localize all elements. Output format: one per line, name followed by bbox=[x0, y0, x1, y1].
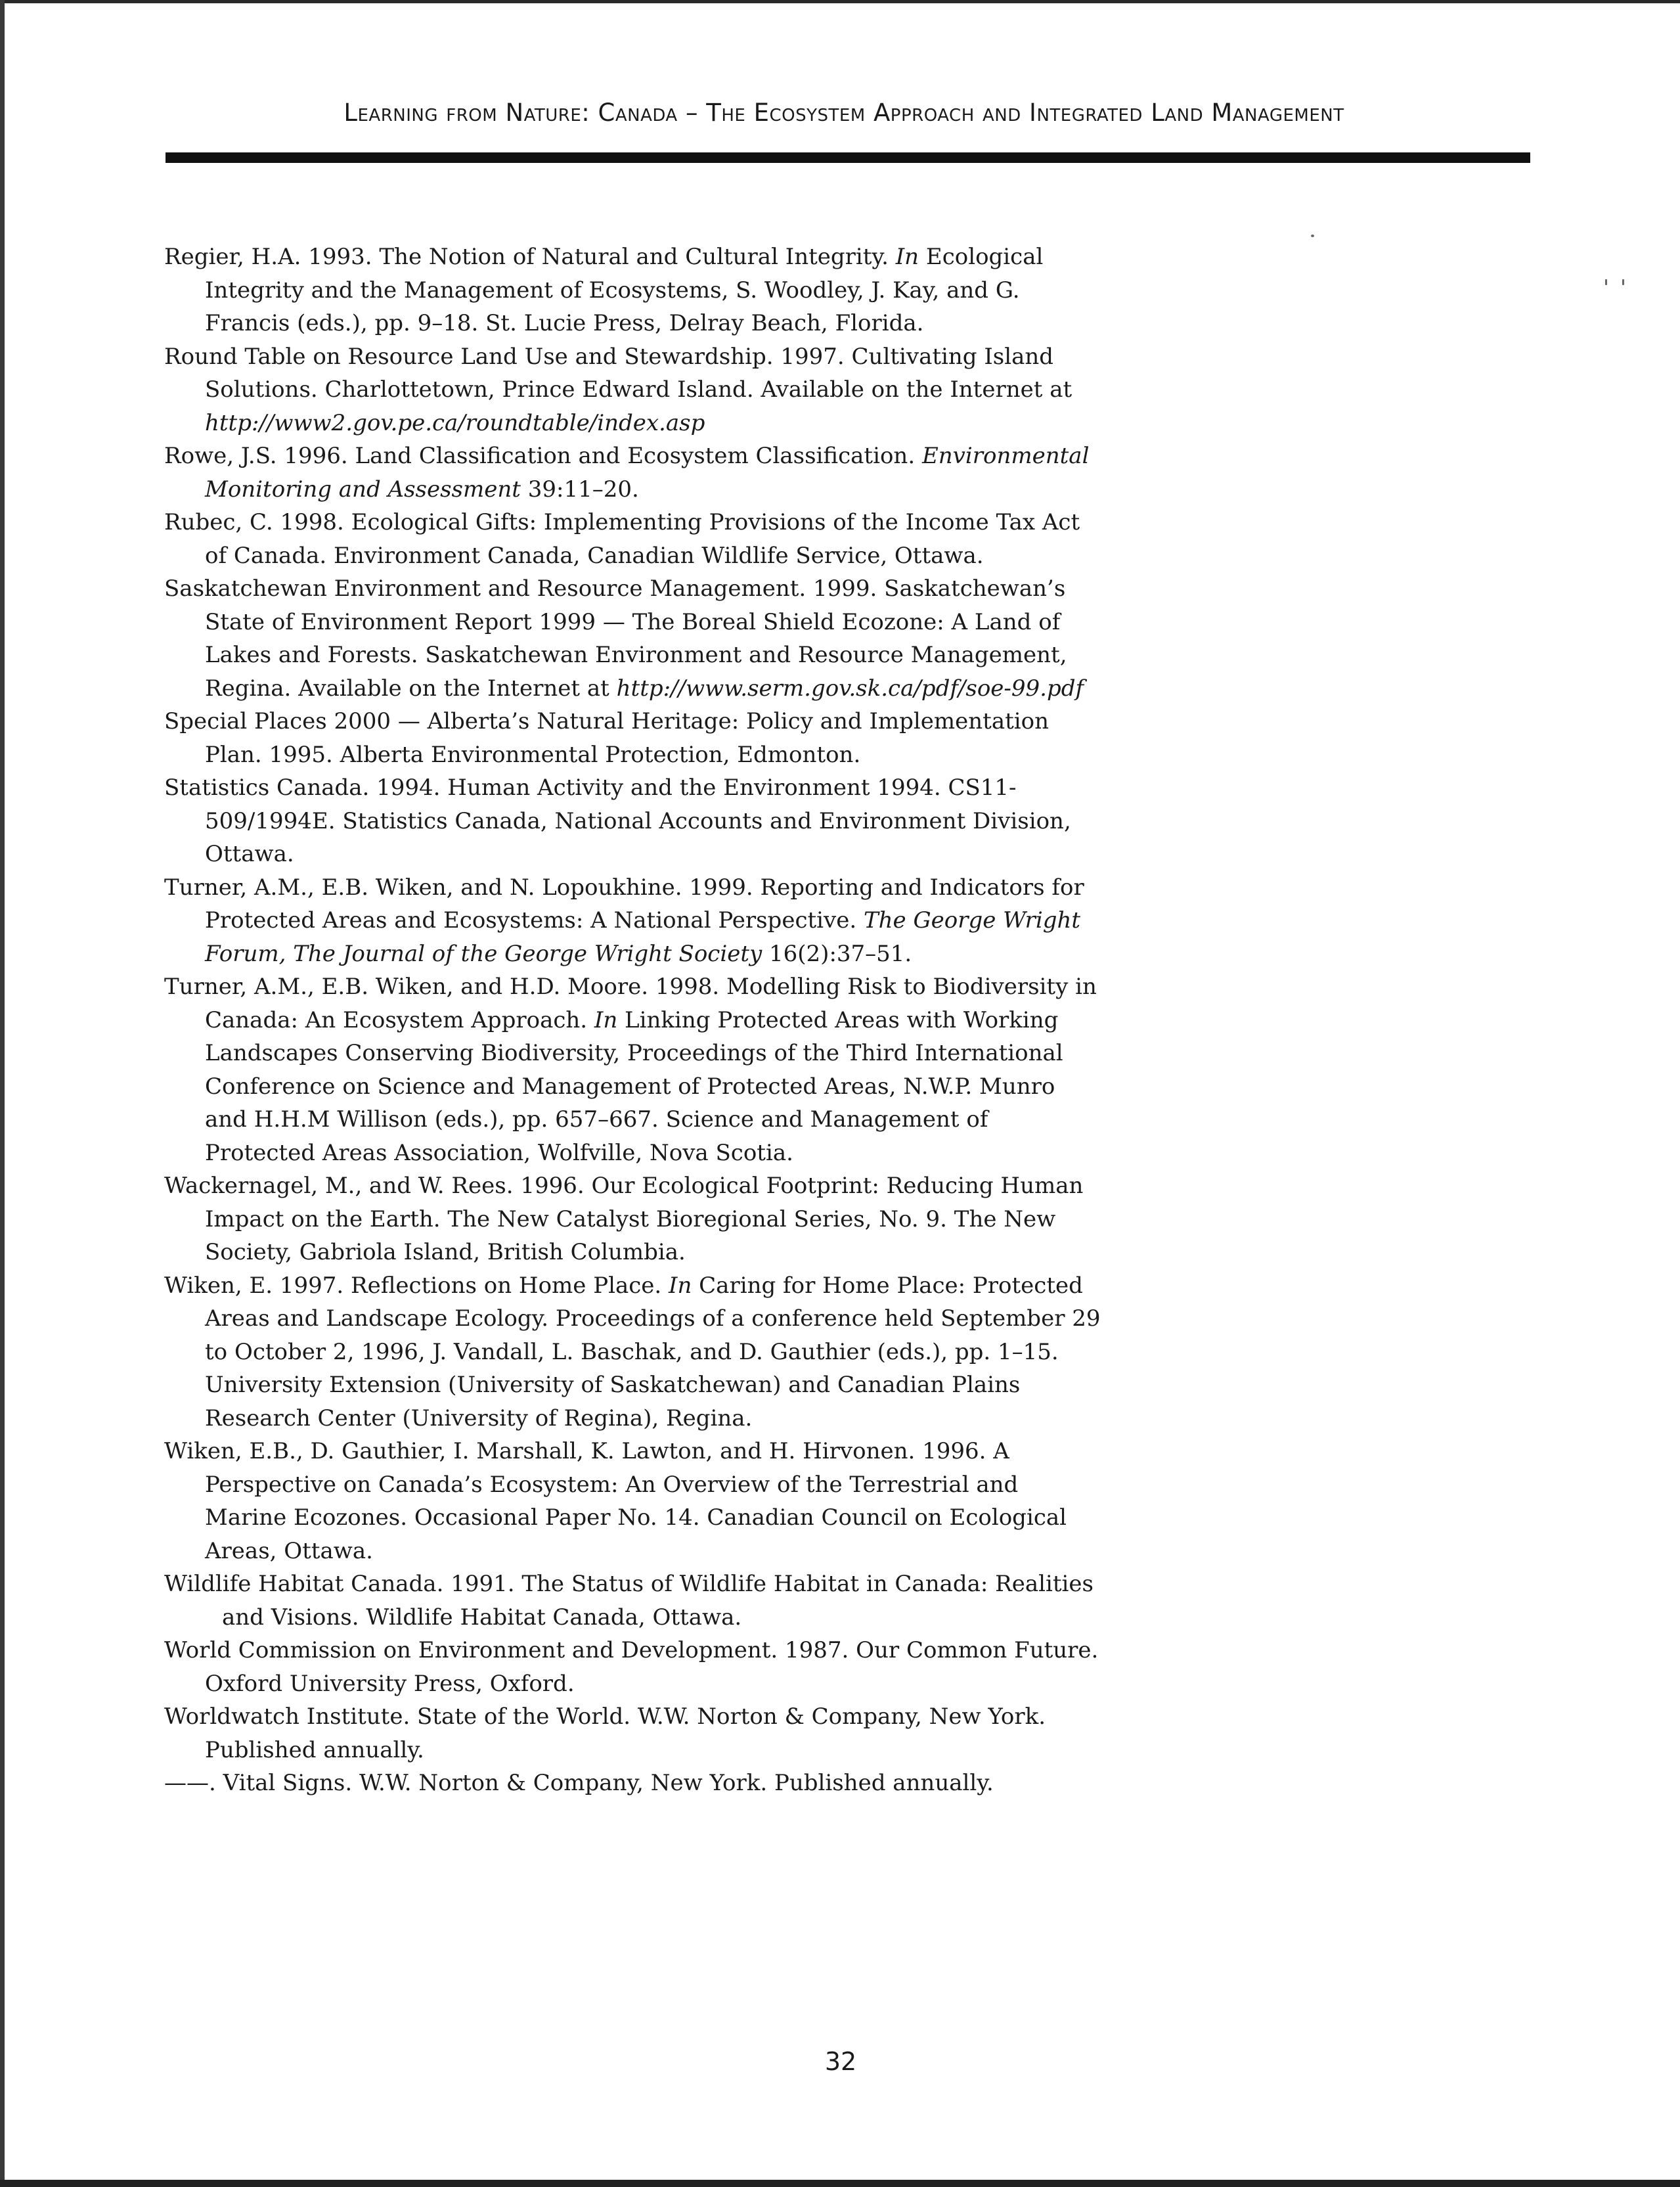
scan-edge-left bbox=[0, 0, 5, 2187]
reference-italic-text: In bbox=[594, 1006, 618, 1033]
reference-entry bbox=[164, 1269, 1103, 1435]
scan-speck bbox=[1622, 279, 1624, 285]
reference-italic-text: http://www2.gov.pe.ca/roundtable/index.asp bbox=[205, 409, 705, 436]
reference-entry bbox=[164, 506, 1103, 572]
scan-edge-top bbox=[0, 0, 1680, 3]
reference-text: Linking Protected Areas with Working Landscapes Conserving Biodiversity, Proceedings of the Third International Conference on Science and Management of Protected Areas, N.W.P. Munro and H.H.M Willison (eds.), pp. 657–667. Science and Management of Protected Areas Association, Wolfville, Nova Scotia. bbox=[205, 1006, 1063, 1166]
reference-text: Turner, A.M., E.B. Wiken, and N. Lopoukhine. 1999. Reporting and Indicators for Protected Areas and Ecosystems: A National Perspective. bbox=[164, 874, 1084, 934]
page-number: 32 bbox=[824, 2047, 857, 2076]
reference-entry bbox=[164, 1435, 1103, 1567]
reference-entry bbox=[164, 440, 1103, 506]
reference-entry bbox=[164, 970, 1103, 1169]
reference-text: Wiken, E.B., D. Gauthier, I. Marshall, K. Lawton, and H. Hirvonen. 1996. A Perspective on Canada’s Ecosystem: An Overview of the Terrestrial and Marine Ecozones. Occasional Paper No. 14. Canadian Council on Ecological Areas, Ottawa. bbox=[164, 1438, 1067, 1564]
reference-entry bbox=[164, 340, 1103, 440]
scan-edge-bottom bbox=[0, 2180, 1680, 2187]
reference-entry bbox=[164, 871, 1103, 971]
reference-italic-text: In bbox=[669, 1272, 692, 1299]
reference-text: Statistics Canada. 1994. Human Activity and the Environment 1994. CS11-509/1994E. Statistics Canada, National Accounts and Environment Division, Ottawa. bbox=[164, 775, 1071, 867]
reference-text: Wackernagel, M., and W. Rees. 1996. Our Ecological Footprint: Reducing Human Impact on the Earth. The New Catalyst Bioregional Series, No. 9. The New Society, Gabriola Island, British Columbia. bbox=[164, 1173, 1084, 1265]
reference-entry bbox=[164, 240, 1103, 340]
reference-text: 16(2):37–51. bbox=[762, 940, 912, 967]
reference-entry bbox=[164, 1567, 1103, 1634]
scan-speck bbox=[1311, 235, 1314, 237]
reference-text: ——. Vital Signs. W.W. Norton & Company, New York. Published annually. bbox=[164, 1770, 994, 1796]
scan-speck bbox=[1605, 279, 1607, 285]
reference-text: Wildlife Habitat Canada. 1991. The Status of Wildlife Habitat in Canada: Realities and Visions. Wildlife Habitat Canada, Ottawa. bbox=[164, 1571, 1094, 1631]
reference-entry bbox=[164, 1767, 1103, 1800]
reference-text: Saskatchewan Environment and Resource Management. 1999. Saskatchewan’s State of Environment Report 1999 — The Boreal Shield Ecozone: A Land of Lakes and Forests. Saskatchewan Environment and Resource Management, Regina. Available on the Internet at bbox=[164, 575, 1067, 702]
reference-italic-text: Environmental Monitoring and Assessment bbox=[205, 443, 1090, 503]
reference-text: Worldwatch Institute. State of the World. W.W. Norton & Company, New York. Published annually. bbox=[164, 1703, 1046, 1763]
reference-text: Special Places 2000 — Alberta’s Natural Heritage: Policy and Implementation Plan. 1995. Alberta Environmental Protection, Edmonton. bbox=[164, 708, 1050, 768]
reference-list bbox=[164, 240, 1103, 1800]
reference-entry bbox=[164, 705, 1103, 771]
reference-entry bbox=[164, 1634, 1103, 1700]
reference-text: Caring for Home Place: Protected Areas and Landscape Ecology. Proceedings of a conference held September 29 to October 2, 1996, J. Vandall, L. Baschak, and D. Gauthier (eds.), pp. 1–15. University Extension (University of Saskatchewan) and Canadian Plains Research Center (University of Regina), Regina. bbox=[205, 1272, 1101, 1432]
reference-text: Regier, H.A. 1993. The Notion of Natural and Cultural Integrity. bbox=[164, 244, 896, 270]
reference-entry bbox=[164, 572, 1103, 705]
reference-entry bbox=[164, 1169, 1103, 1269]
reference-text: Ecological Integrity and the Management of Ecosystems, S. Woodley, J. Kay, and G. Francis (eds.), pp. 9–18. St. Lucie Press, Delray Beach, Florida. bbox=[205, 244, 1044, 336]
reference-entry bbox=[164, 1700, 1103, 1767]
header-rule bbox=[166, 152, 1530, 163]
reference-text: Round Table on Resource Land Use and Stewardship. 1997. Cultivating Island Solutions. Charlottetown, Prince Edward Island. Available on the Internet at bbox=[164, 343, 1072, 403]
reference-text: Turner, A.M., E.B. Wiken, and H.D. Moore. 1998. Modelling Risk to Biodiversity in Canada: An Ecosystem Approach. bbox=[164, 974, 1097, 1033]
reference-text: Rubec, C. 1998. Ecological Gifts: Implementing Provisions of the Income Tax Act of Canada. Environment Canada, Canadian Wildlife Service, Ottawa. bbox=[164, 509, 1080, 569]
reference-italic-text: The George Wright Forum, The Journal of the George Wright Society bbox=[205, 907, 1081, 967]
reference-text: Wiken, E. 1997. Reflections on Home Place. bbox=[164, 1272, 669, 1299]
reference-italic-text: http://www.serm.gov.sk.ca/pdf/soe-99.pdf bbox=[616, 675, 1084, 702]
reference-italic-text: In bbox=[895, 244, 919, 270]
reference-text: 39:11–20. bbox=[520, 476, 639, 503]
running-header: Learning from Nature: Canada – The Ecosystem Approach and Integrated Land Management bbox=[343, 99, 1344, 127]
reference-entry bbox=[164, 771, 1103, 871]
reference-text: Rowe, J.S. 1996. Land Classification and Ecosystem Classification. bbox=[164, 443, 922, 469]
reference-text: World Commission on Environment and Development. 1987. Our Common Future. Oxford University Press, Oxford. bbox=[164, 1637, 1099, 1697]
